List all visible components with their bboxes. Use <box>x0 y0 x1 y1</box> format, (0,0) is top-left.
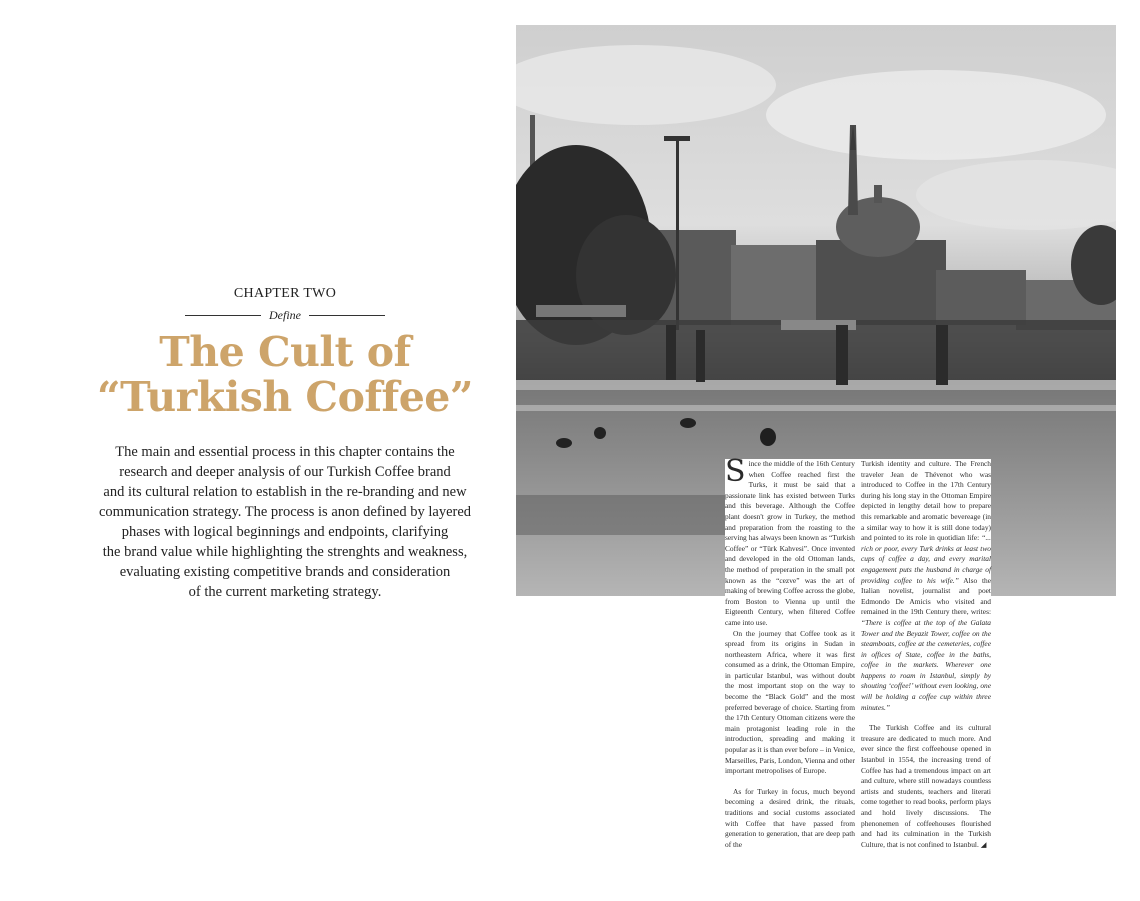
article-paragraph-text: ince the middle of the 16th Century when Coffee reached first the Turks, it must be said that a passionate link has existed between Turks and this beverage. Although the Coffee plant doesn't grow in Turkey, the method and preparation from the roasting to the serving has always been known as “Turkish Coffee” or “Türk Kahvesi”. Once invented and developed in the old Ottoman lands, the method of preperation in the small pot known as the “cezve” was the art of making of brewing Coffee across the globe, from Boston to Vienna up until the Eigteenth Century, when filtered Coffee came into use. <box>725 459 855 627</box>
article-paragraph: On the journey that Coffee took as it spread from its origins in Sudan in northeastern Africa, where it was first consumed as a drink, the Ottoman Empire, in particular Istanbul, was without doubt the most important stop on the way to become the “Black Gold” and the most preferred beverage of choice. Starting from the 17th Century Ottoman citizens were the main protagonist leading role in the introduction, spreading and making it popular as it is than ever before – in Venice, Marseilles, Paris, London, Vienna and other important metropolises of Europe. <box>725 628 855 776</box>
intro-line: the brand value while highlighting the strenghts and weakness, <box>102 544 468 560</box>
article-paragraph <box>861 459 991 713</box>
intro-line: The main and essential process in this chapter contains the <box>115 444 455 460</box>
article-column-1 <box>725 454 855 871</box>
article-paragraph <box>725 454 855 629</box>
article-paragraph <box>861 723 991 850</box>
article-text <box>725 454 991 871</box>
article-paragraph: As for Turkey in focus, much beyond becoming a desired drink, the rituals, traditions and social customs associated with Coffee that have passed from generation to generation, that are deep path of the <box>725 786 855 849</box>
end-mark-icon: ◢ <box>980 839 987 849</box>
article-quote: “There is coffee at the top of the Galata Tower and the Beyazit Tower, coffee on the steamboats, coffee at the cemeteries, coffee in offices of State, coffee in the baths, coffee in the markets. Wherever one happens to roam in Istanbul, simply by shouting ‘coffee!’ without even looking, one will be holding a coffee cup within three minutes.” <box>861 617 991 712</box>
intro-line: research and deeper analysis of our Turkish Coffee brand <box>119 464 451 480</box>
drop-cap: S <box>725 454 746 489</box>
article-quote: “... rich or poor, every Turk drinks at least two cups of coffee a day, and every marital engagement puts the husband in charge of providing coffee to his wife.” <box>861 533 991 585</box>
intro-line: evaluating existing competitive brands and consideration <box>119 564 451 580</box>
article-text-run: Turkish identity and culture. The French traveler Jean de Thévenot who was introduced to Coffee in the 17th Century during his long stay in the Ottoman Empire depicted in lengthy detail how to prepare this remarkable and aromatic bevereage (in a similar way to how it is still done today) and pointed to its role in quotidian life: <box>861 459 991 543</box>
article-text-run: The Turkish Coffee and its cultural treasure are dedicated to much more. And ever since the first coffeehouse opened in Istanbul in 1554, the increasing trend of Coffee has had a tremendous impact on art and culture, where still nowadays countless artists and students, teachers and literati come together to read books, perform plays and hold lively discussions. The phenonemen of coffeehouses flourished and had its culmination in the Turkish Culture, that is not confined to Istanbul. <box>861 723 991 849</box>
article-text-run: Also the Italian novelist, journalist and poet Edmondo De Amicis who visited and remained in the 19th Century there, writes: <box>861 575 991 617</box>
chapter-title <box>90 330 480 420</box>
subtitle-rule-right <box>309 315 385 316</box>
intro-paragraph <box>90 442 480 602</box>
chapter-title-line-1: The Cult of <box>159 328 411 376</box>
intro-line: of the current marketing strategy. <box>188 584 382 600</box>
intro-line: and its cultural relation to establish in the re-branding and new <box>103 484 467 500</box>
chapter-label: CHAPTER TWO <box>233 286 337 301</box>
chapter-title-line-2: “Turkish Coffee” <box>97 373 473 421</box>
subtitle-rule-left <box>185 315 261 316</box>
article-column-2 <box>861 459 991 871</box>
chapter-subtitle-row <box>185 307 385 323</box>
intro-line: phases with logical beginnings and endpoints, clarifying <box>121 524 449 540</box>
chapter-subtitle: Define <box>269 307 301 322</box>
intro-line: communication strategy. The process is anon defined by layered <box>98 504 472 520</box>
